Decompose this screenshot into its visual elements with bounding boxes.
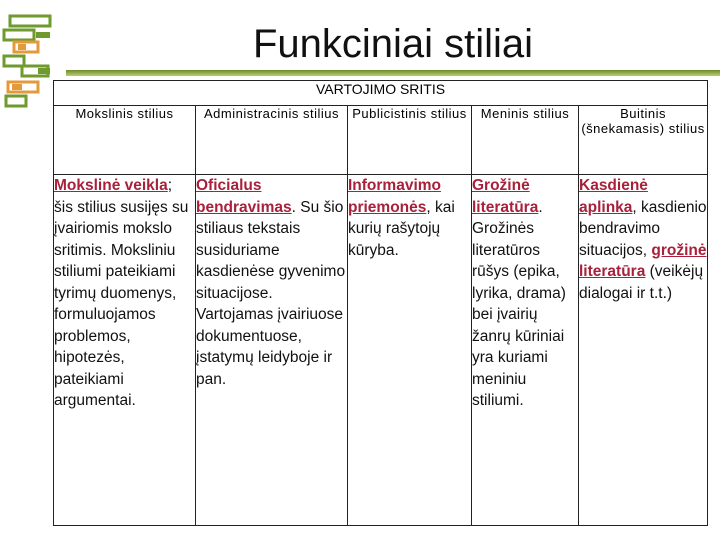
styles-table — [53, 80, 708, 526]
column-header: Publicistinis stilius — [348, 106, 472, 175]
cell-highlight: Kasdienė aplinka — [579, 177, 648, 216]
cell-highlight: Informavimo priemonės — [348, 177, 442, 216]
cell-text: (veikėjų dialogai ir t.t.) — [579, 263, 704, 302]
cell-text: . Su šio stiliaus tekstais susiduriame kasdienėse gyvenimo situacijose. Vartojamas įvairiuose dokumentuose, įstatymų leidyboje ir pan. — [196, 198, 346, 388]
table-cell — [579, 175, 708, 526]
cell-text: . Grožinės literatūros rūšys (epika, lyrika, drama) bei įvairių žanrų kūriniai yra kuriami meniniu stiliumi. — [472, 198, 566, 409]
table-cell — [472, 175, 579, 526]
column-header: Administracinis stilius — [196, 106, 348, 175]
column-header: Meninis stilius — [472, 106, 579, 175]
cell-text: , kasdienio bendravimo situacijos, — [579, 198, 707, 259]
cell-highlight: Mokslinė veikla — [54, 177, 168, 194]
table-header: VARTOJIMO SRITIS — [54, 81, 708, 106]
cell-highlight: Grožinė literatūra — [472, 177, 539, 216]
column-header: Mokslinis stilius — [54, 106, 196, 175]
table-cell — [54, 175, 196, 526]
page-title: Funkciniai stiliai — [252, 22, 534, 66]
table-cell — [196, 175, 348, 526]
cell-highlight: Oficialus bendravimas — [196, 177, 292, 216]
title-divider — [66, 70, 720, 76]
cell-text: ; šis stilius susijęs su įvairiomis mokslo sritimis. Moksliniu stiliumi pateikiami tyrimų duomenys, formuluojamos problemos, hipotezės, pateikiami argumentai. — [54, 177, 189, 409]
column-header: Buitinis (šnekamasis) stilius — [579, 106, 708, 175]
cell-highlight: grožinė literatūra — [579, 241, 707, 280]
cell-text: , kai kurių rašytojų kūryba. — [348, 198, 455, 259]
table-cell — [348, 175, 472, 526]
